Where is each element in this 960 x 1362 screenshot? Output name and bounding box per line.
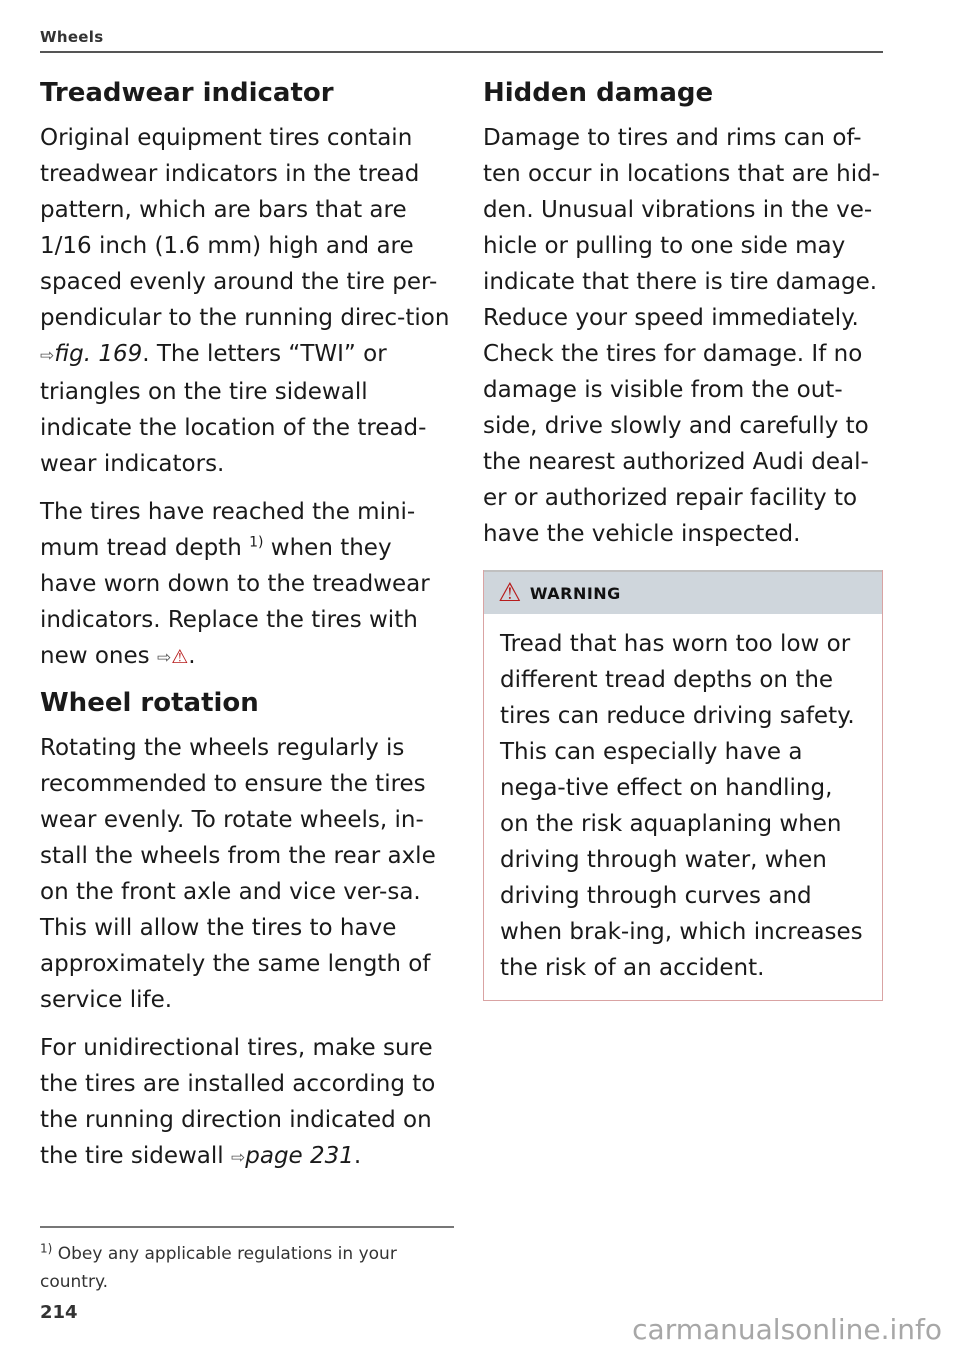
hidden-damage-heading: Hidden damage bbox=[483, 78, 714, 108]
footnote bbox=[40, 1240, 460, 1296]
footnote-text: Obey any applicable regulations in your country. bbox=[40, 1244, 397, 1292]
warning-header bbox=[484, 570, 882, 614]
page-reference-link[interactable]: page 231 bbox=[245, 1143, 354, 1169]
warning-body bbox=[484, 614, 882, 1000]
warning-label: WARNING bbox=[529, 583, 621, 603]
hidden-damage-paragraph: Damage to tires and rims can of-ten occur in locations that are hid-den. Unusual vibrations in the ve-hicle or pulling to one side may indicate that there is tire damage. Reduce your speed immediately. Check the tires for damage. If no damage is visible from the out-side, drive slowly and carefully to the nearest authorized Audi deal-er or authorized repair facility to have the vehicle inspected. bbox=[483, 125, 880, 547]
treadwear-text-2a: The tires have reached the mini-mum tread depth bbox=[40, 499, 416, 561]
fig-reference-link[interactable]: fig. 169 bbox=[54, 341, 143, 367]
rotation-paragraph-2 bbox=[40, 1030, 455, 1176]
ref-arrow-icon: ⇨ bbox=[156, 648, 172, 668]
left-column bbox=[40, 72, 455, 1188]
right-column bbox=[483, 72, 883, 1001]
header-rule bbox=[40, 51, 883, 53]
rotation-heading: Wheel rotation bbox=[40, 688, 259, 718]
warning-triangle-icon: ⚠ bbox=[498, 578, 522, 608]
page-number: 214 bbox=[40, 1302, 78, 1323]
footnote-rule bbox=[40, 1226, 454, 1228]
treadwear-heading: Treadwear indicator bbox=[40, 78, 334, 108]
ref-arrow-icon: ⇨ bbox=[40, 346, 55, 366]
footnote-marker: 1) bbox=[249, 534, 264, 551]
rotation-text-2a: For unidirectional tires, make sure the tires are installed according to the running direction indicated on the tire sidewall bbox=[40, 1035, 436, 1169]
treadwear-text-1b: . The letters “TWI” or triangles on the tire sidewall indicate the location of the tread-wear indicators. bbox=[40, 341, 427, 477]
watermark: carmanualsonline.info bbox=[632, 1313, 942, 1346]
rotation-paragraph-1: Rotating the wheels regularly is recommended to ensure the tires wear evenly. To rotate wheels, in-stall the wheels from the rear axle on the front axle and vice ver-sa. This will allow the tires to have approximately the same length of service life. bbox=[40, 735, 436, 1013]
warning-text: Tread that has worn too low or different tread depths on the tires can reduce driving safety. This can especially have a nega-tive effect on handling, on the risk aquaplaning when driving through water, when driving through curves and when brak-ing, which increases the risk of an accident. bbox=[500, 631, 863, 981]
ref-arrow-icon: ⇨ bbox=[231, 1148, 246, 1168]
treadwear-text-1a: Original equipment tires contain treadwear indicators in the tread pattern, which are bars that are 1/16 inch (1.6 mm) high and are spaced evenly around the tire per-pendicular to the running direc-tion bbox=[40, 125, 450, 331]
treadwear-paragraph-2 bbox=[40, 494, 455, 676]
footnote-marker: 1) bbox=[40, 1241, 53, 1256]
warning-reference-icon[interactable]: ⚠ bbox=[171, 646, 189, 668]
treadwear-paragraph-1 bbox=[40, 120, 455, 482]
treadwear-text-2b: when they have worn down to the treadwear indicators. Replace the tires with new ones bbox=[40, 535, 430, 669]
period: . bbox=[353, 1143, 362, 1169]
period: . bbox=[188, 643, 196, 669]
warning-box bbox=[483, 570, 883, 1001]
section-header: Wheels bbox=[40, 28, 104, 46]
